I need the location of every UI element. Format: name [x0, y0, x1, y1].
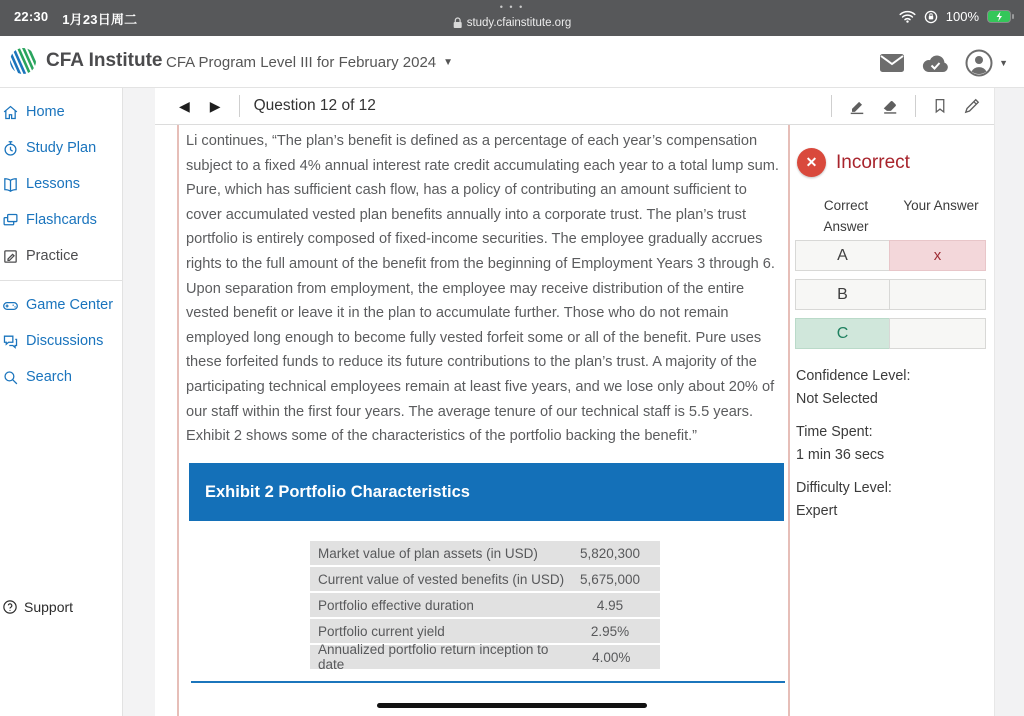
address-bar[interactable] — [453, 17, 572, 29]
row-label: Current value of vested benefits (in USD) — [318, 571, 565, 587]
chevron-down-icon: ▼ — [999, 58, 1008, 68]
book-icon — [2, 176, 19, 193]
cfa-institute-logo[interactable] — [8, 46, 162, 76]
time-spent-value: 1 min 36 secs — [796, 446, 885, 463]
cloud-sync-icon[interactable] — [922, 54, 948, 73]
time-spent — [796, 421, 884, 466]
choice-c-cell: C — [795, 318, 890, 349]
your-answer-b-cell — [889, 279, 986, 310]
difficulty-level — [796, 477, 892, 522]
sidebar-item-lessons[interactable] — [0, 166, 122, 202]
toolbar-divider — [831, 95, 832, 117]
row-value: 4.95 — [596, 597, 624, 613]
search-icon — [2, 369, 19, 386]
table-row — [310, 541, 660, 565]
your-answer-a-cell: x — [889, 240, 986, 271]
sidebar-item-study-plan[interactable] — [0, 130, 122, 166]
row-value: 5,675,000 — [579, 571, 641, 587]
status-date: 1月23日周二 — [62, 12, 138, 27]
your-answer-header: Your Answer — [903, 198, 979, 213]
toolbar-divider — [915, 95, 916, 117]
program-selector[interactable] — [166, 54, 453, 71]
chevron-down-icon: ▼ — [443, 57, 454, 68]
battery-percent: 100% — [945, 9, 979, 24]
address-url: study.cfainstitute.org — [466, 17, 572, 29]
question-counter: Question 12 of 12 — [253, 97, 376, 114]
account-menu[interactable] — [965, 49, 1008, 77]
question-toolbar — [155, 88, 994, 125]
support-label: Support — [24, 599, 74, 615]
confidence-label: Confidence Level: — [796, 368, 911, 384]
status-indicators — [899, 9, 1014, 24]
sidebar-item-label: Home — [26, 104, 65, 120]
multitask-dots-icon: • • • — [499, 2, 525, 12]
exhibit-header — [189, 463, 784, 521]
sidebar-item-label: Search — [26, 369, 72, 385]
sidebar-item-practice[interactable] — [0, 238, 122, 274]
result-status: Incorrect — [836, 151, 910, 173]
sidebar-item-label: Game Center — [26, 297, 114, 313]
rotation-lock-icon — [924, 10, 938, 24]
sidebar-item-search[interactable] — [0, 359, 122, 395]
row-label: Portfolio current yield — [318, 623, 445, 639]
table-row — [310, 642, 660, 672]
wifi-icon — [899, 10, 916, 23]
sidebar-divider — [0, 280, 122, 281]
sidebar-item-home[interactable] — [0, 94, 122, 130]
row-label: Annualized portfolio return inception to date — [318, 642, 549, 672]
sidebar-item-label: Lessons — [26, 176, 81, 192]
bookmark-icon[interactable] — [931, 96, 949, 116]
correct-answer-header: Correct Answer — [823, 198, 869, 234]
gamepad-icon — [2, 297, 19, 314]
chat-icon — [2, 333, 19, 350]
row-value: 5,820,300 — [579, 545, 641, 561]
time-spent-label: Time Spent: — [796, 424, 873, 440]
exhibit-table — [310, 541, 660, 671]
app-header — [0, 36, 1024, 88]
sidebar-item-label: Discussions — [26, 333, 104, 349]
home-indicator[interactable] — [377, 703, 647, 708]
support-link[interactable] — [2, 599, 73, 615]
home-icon — [2, 104, 19, 121]
your-answer-c-cell — [889, 318, 986, 349]
sidebar-item-flashcards[interactable] — [0, 202, 122, 238]
row-label: Portfolio effective duration — [318, 597, 474, 613]
choice-a-cell: A — [795, 240, 890, 271]
strikethrough-pen-icon[interactable] — [962, 96, 982, 116]
table-row — [310, 619, 660, 643]
answer-row — [795, 318, 989, 349]
row-value: 4.00% — [592, 649, 631, 665]
toolbar-divider — [239, 95, 240, 117]
previous-question-button[interactable]: ◀ — [179, 97, 190, 114]
sidebar-item-discussions[interactable] — [0, 323, 122, 359]
sidebar-item-label: Study Plan — [26, 140, 97, 156]
status-clock: 22:30 — [14, 9, 49, 24]
practice-icon — [2, 248, 19, 265]
next-question-button[interactable]: ▶ — [209, 97, 221, 114]
confidence-level — [796, 365, 910, 410]
table-row — [310, 567, 660, 591]
table-row — [310, 593, 660, 617]
account-icon — [965, 49, 993, 77]
messages-icon[interactable] — [879, 53, 905, 73]
answer-review-table — [795, 240, 989, 357]
section-divider — [191, 681, 785, 683]
results-panel — [792, 125, 994, 716]
stopwatch-icon — [2, 140, 19, 157]
highlighter-icon[interactable] — [847, 96, 867, 116]
difficulty-value: Expert — [796, 502, 838, 519]
sidebar-item-label: Practice — [26, 248, 79, 264]
ios-status-bar — [0, 0, 1024, 36]
confidence-value: Not Selected — [796, 390, 878, 407]
sidebar-item-game-center[interactable] — [0, 287, 122, 323]
question-vignette-text: Li continues, “The plan’s benefit is defined as a percentage of each year’s compensation subject to a fixed 4% annual interest rate credit accumulating each year to a total lump sum. Pure, which has sufficient cash flow, has a policy of contributing an amount sufficient to cover accumulated vested plan benefits annually into a corporate trust. The plan’s trust portfolio is entirely composed of fixed-income securities. The employee gradually accrues rights to the full amount of the benefit from the beginning of Employment Years 3 through 6. Upon separation from employment, the employee may receive distribution of the entire vested benefit or leave it in the plan to accumulate further. Those who do not remain employed long enough to become fully vested forfeit some or all of the benefit. Pure uses these forfeited funds to reduce its future contributions to the plan’s trust. A majority of the participating technical employees remain at least five years, and we lose only about 20% of our staff within the first four years. The average tenure of our technical staff is 5.5 years. Exhibit 2 shows some of the characteristics of the portfolio backing the benefit.” — [186, 133, 779, 445]
answer-row — [795, 240, 989, 271]
sidebar-gutter — [122, 88, 155, 716]
help-circle-icon — [2, 599, 18, 615]
row-label: Market value of plan assets (in USD) — [318, 545, 538, 561]
exhibit-title: Exhibit 2 Portfolio Characteristics — [205, 482, 470, 501]
question-panel — [177, 125, 790, 716]
lock-icon — [453, 17, 463, 29]
flashcards-icon — [2, 212, 19, 229]
brand-name: CFA Institute — [46, 50, 163, 71]
incorrect-x-icon: ✕ — [797, 148, 826, 177]
sidebar-item-label: Flashcards — [26, 212, 97, 228]
choice-b-cell: B — [795, 279, 890, 310]
sidebar-nav — [0, 88, 122, 716]
battery-charging-icon — [987, 10, 1014, 23]
cfa-logomark-icon — [8, 46, 38, 76]
program-title: CFA Program Level III for February 2024 — [166, 54, 437, 71]
difficulty-label: Difficulty Level: — [796, 480, 892, 496]
eraser-icon[interactable] — [880, 96, 900, 116]
answer-row — [795, 279, 989, 310]
right-scroll-gutter — [994, 88, 1024, 716]
row-value: 2.95% — [590, 623, 630, 639]
